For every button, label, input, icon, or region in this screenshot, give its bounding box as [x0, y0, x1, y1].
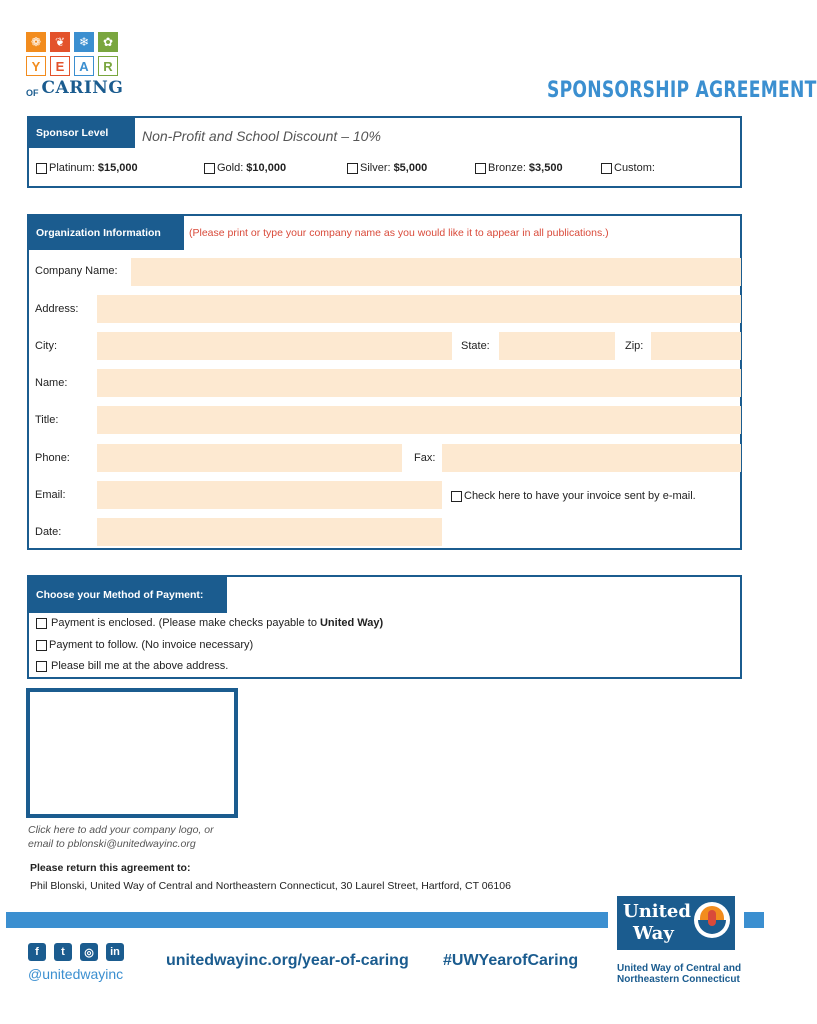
sponsor-level-tab: Sponsor Level	[29, 118, 135, 148]
logo-letter: R	[98, 56, 118, 76]
website-link[interactable]: unitedwayinc.org/year-of-caring	[166, 952, 409, 969]
logo-letter: A	[74, 56, 94, 76]
checkbox[interactable]	[601, 163, 612, 174]
social-icons	[28, 943, 124, 961]
level-name: Bronze:	[488, 162, 526, 174]
payment-option-bold: United Way)	[319, 617, 384, 629]
organization-tab: Organization Information	[29, 216, 184, 250]
footer-bar-left	[6, 912, 608, 928]
company-field[interactable]	[131, 258, 741, 286]
company-label: Company Name:	[35, 265, 118, 277]
return-address: Phil Blonski, United Way of Central and Northeastern Connecticut, 30 Laurel Street, Hartford, CT 06106	[30, 880, 511, 892]
sprout-icon: ✿	[98, 32, 118, 52]
email-field[interactable]	[97, 481, 442, 509]
level-name: Gold:	[217, 162, 244, 174]
title-label: Title:	[35, 414, 59, 426]
instagram-icon[interactable]: ◎	[80, 943, 98, 961]
checkbox[interactable]	[36, 661, 47, 672]
state-field[interactable]	[499, 332, 615, 360]
united-way-name-line2: Northeastern Connecticut	[617, 974, 740, 985]
page-title: SPONSORSHIP AGREEMENT	[547, 78, 817, 103]
united-way-name-line1: United Way of Central and	[617, 963, 742, 974]
united-way-word1: United	[623, 901, 691, 922]
logo-letter: E	[50, 56, 70, 76]
checkbox[interactable]	[36, 640, 47, 651]
checkbox[interactable]	[36, 163, 47, 174]
facebook-icon[interactable]: f	[28, 943, 46, 961]
leaf-icon: ❦	[50, 32, 70, 52]
logo-of: OF	[26, 88, 39, 98]
united-way-word2: Way	[633, 923, 674, 944]
discount-note: Non-Profit and School Discount – 10%	[142, 128, 381, 144]
upload-hint	[28, 823, 214, 851]
level-silver[interactable]	[347, 162, 427, 174]
social-handle: @unitedwayinc	[28, 966, 124, 982]
name-field[interactable]	[97, 369, 741, 397]
phone-label: Phone:	[35, 452, 70, 464]
date-field[interactable]	[97, 518, 442, 546]
fax-label: Fax:	[414, 452, 436, 464]
email-label: Email:	[35, 489, 66, 501]
organization-note: (Please print or type your company name as you would like it to appear in all publications.)	[189, 227, 609, 239]
united-way-name	[617, 963, 747, 985]
checkbox[interactable]	[451, 491, 462, 502]
united-way-logo	[617, 896, 735, 950]
snowflake-icon: ❄	[74, 32, 94, 52]
sponsor-level-section	[27, 116, 742, 188]
payment-option-label: Payment is enclosed. (Please make checks payable to	[51, 617, 317, 629]
payment-option-bill[interactable]	[36, 660, 228, 672]
return-heading: Please return this agreement to:	[30, 862, 191, 874]
city-field[interactable]	[97, 332, 452, 360]
city-label: City:	[35, 340, 57, 352]
logo-letter: Y	[26, 56, 46, 76]
fax-field[interactable]	[442, 444, 741, 472]
company-logo-upload[interactable]	[26, 688, 238, 818]
upload-hint-line1: Click here to add your company logo, or	[28, 824, 214, 836]
date-label: Date:	[35, 526, 62, 538]
level-amount: $10,000	[246, 162, 287, 174]
payment-option-enclosed[interactable]	[36, 617, 383, 629]
title-field[interactable]	[97, 406, 741, 434]
state-label: State:	[461, 340, 490, 352]
email-invoice-option[interactable]	[451, 490, 696, 502]
level-custom[interactable]	[601, 162, 655, 174]
checkbox[interactable]	[36, 618, 47, 629]
footer-bar-right	[744, 912, 764, 928]
payment-section	[27, 575, 742, 679]
checkbox[interactable]	[347, 163, 358, 174]
level-amount: $15,000	[97, 162, 138, 174]
level-gold[interactable]	[204, 162, 286, 174]
payment-option-label: Please bill me at the above address.	[51, 660, 229, 672]
name-label: Name:	[35, 377, 68, 389]
linkedin-icon[interactable]: in	[106, 943, 124, 961]
year-of-caring-logo	[26, 32, 126, 110]
zip-label: Zip:	[625, 340, 644, 352]
level-name: Custom:	[614, 162, 655, 174]
organization-section	[27, 214, 742, 550]
level-amount: $3,500	[528, 162, 563, 174]
address-label: Address:	[35, 303, 79, 315]
united-way-mark-icon	[694, 902, 730, 938]
logo-caring: CARING	[41, 78, 124, 98]
payment-option-follow[interactable]	[36, 639, 253, 651]
checkbox[interactable]	[204, 163, 215, 174]
checkbox[interactable]	[475, 163, 486, 174]
level-name: Silver:	[360, 162, 391, 174]
upload-hint-line2: email to pblonski@unitedwayinc.org	[28, 838, 196, 850]
level-platinum[interactable]	[36, 162, 138, 174]
zip-field[interactable]	[651, 332, 741, 360]
level-amount: $5,000	[393, 162, 428, 174]
level-name: Platinum:	[49, 162, 95, 174]
email-invoice-label: Check here to have your invoice sent by e-mail.	[464, 490, 696, 502]
sun-icon: ❁	[26, 32, 46, 52]
twitter-icon[interactable]: t	[54, 943, 72, 961]
address-field[interactable]	[97, 295, 741, 323]
hashtag: #UWYearofCaring	[443, 952, 579, 969]
payment-option-label: Payment to follow. (No invoice necessary)	[49, 639, 254, 651]
level-bronze[interactable]	[475, 162, 563, 174]
payment-tab: Choose your Method of Payment:	[29, 577, 227, 613]
phone-field[interactable]	[97, 444, 402, 472]
